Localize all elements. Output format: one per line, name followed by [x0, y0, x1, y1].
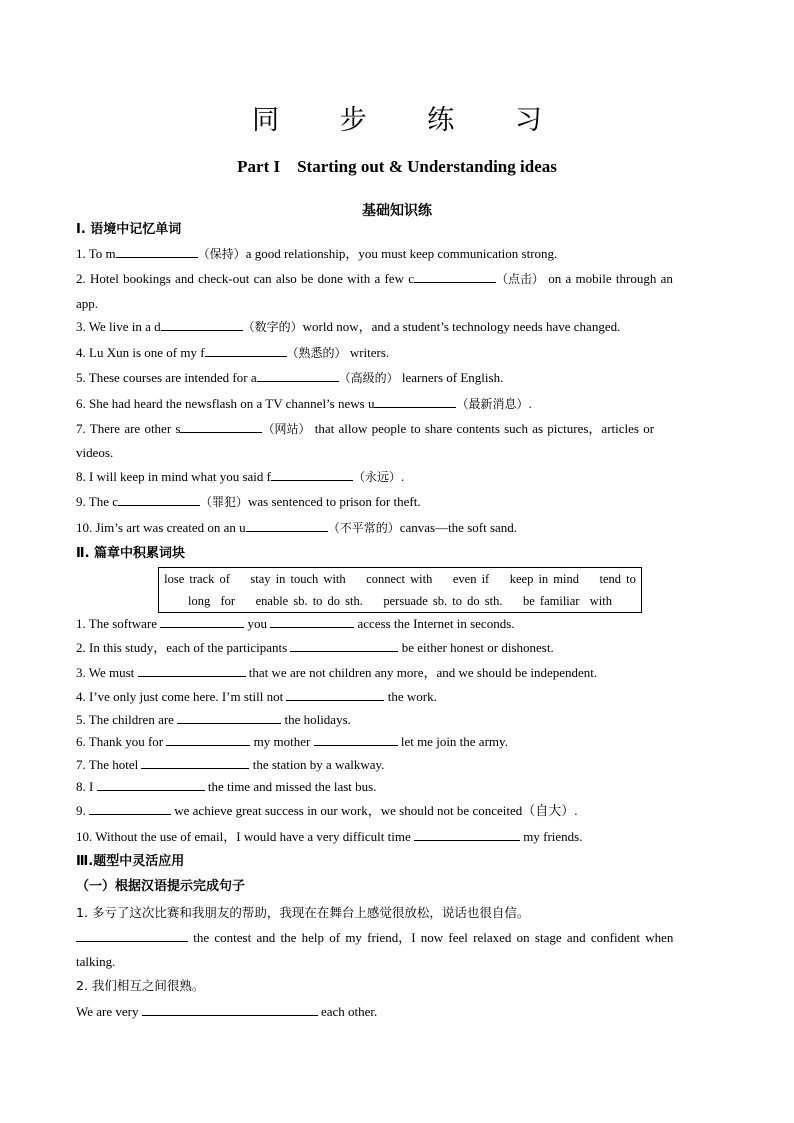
answer-blank[interactable]: [286, 688, 384, 701]
s1-item-2: 2. Hotel bookings and check-out can also be done with a few c （点击） on a mobile through an: [76, 271, 673, 286]
answer-blank[interactable]: [271, 468, 353, 481]
s3-q1-english: the contest and the help of my friend，I now feel relaxed on stage and confident when: [76, 928, 718, 948]
s2-item-1: 1. The software you access the Internet in seconds.: [76, 616, 515, 631]
s3-q1-chinese: 1. 多亏了这次比赛和我朋友的帮助，我现在在舞台上感觉很放松，说话也很自信。: [76, 905, 530, 920]
answer-blank[interactable]: [89, 802, 171, 815]
s3-q2-chinese: 2. 我们相互之间很熟。: [76, 978, 205, 993]
answer-blank[interactable]: [314, 733, 398, 746]
section3-heading: Ⅲ.题型中灵活应用: [76, 854, 185, 869]
answer-blank[interactable]: [116, 245, 198, 258]
s2-item-2: 2. In this study，each of the participants be either honest or dishonest.: [76, 640, 554, 655]
s1-item-4: 4. Lu Xun is one of my f （熟悉的） writers.: [76, 345, 390, 360]
section1-heading: Ⅰ. 语境中记忆单词: [76, 222, 182, 237]
s2-item-4: 4. I’ve only just come here. I’m still not the work.: [76, 689, 437, 704]
answer-blank[interactable]: [270, 615, 354, 628]
answer-blank[interactable]: [142, 1003, 318, 1016]
page-title: 同 步 练 习: [252, 105, 568, 136]
s1-item-3: 3. We live in a d （数字的）world now，and a student’s technology needs have changed.: [76, 319, 621, 334]
answer-blank[interactable]: [166, 733, 250, 746]
answer-blank[interactable]: [76, 929, 188, 942]
answer-blank[interactable]: [246, 519, 328, 532]
section-subtitle: 基础知识练: [362, 203, 432, 219]
answer-blank[interactable]: [161, 318, 243, 331]
answer-blank[interactable]: [414, 270, 496, 283]
s2-item-10: 10. Without the use of email，I would have a very difficult time my friends.: [76, 829, 583, 844]
word-bank-box: [158, 567, 642, 613]
s1-item-7-cont: videos.: [76, 445, 114, 460]
s2-item-7: 7. The hotel the station by a walkway.: [76, 757, 385, 772]
answer-blank[interactable]: [138, 664, 246, 677]
section3-subheading: （一）根据汉语提示完成句子: [76, 879, 246, 894]
answer-blank[interactable]: [374, 395, 456, 408]
s2-item-6: 6. Thank you for my mother let me join the army.: [76, 734, 508, 749]
s1-item-7: 7. There are other s （网站） that allow people to share contents such as pictures，articles or: [76, 421, 655, 436]
s1-item-5: 5. These courses are intended for a （高级的） learners of English.: [76, 370, 504, 385]
s3-q1-cont: talking.: [76, 954, 116, 969]
s1-item-1: 1. To m （保持）a good relationship，you must keep communication strong.: [76, 246, 558, 261]
s2-item-5: 5. The children are the holidays.: [76, 712, 351, 727]
s2-item-3: 3. We must that we are not children any more，and we should be independent.: [76, 665, 598, 680]
answer-blank[interactable]: [290, 639, 398, 652]
s1-item-6: 6. She had heard the newsflash on a TV channel’s news u （最新消息）.: [76, 396, 532, 411]
answer-blank[interactable]: [414, 828, 520, 841]
answer-blank[interactable]: [180, 420, 262, 433]
answer-blank[interactable]: [205, 344, 287, 357]
s2-item-9: 9. we achieve great success in our work，we should not be conceited（自大）.: [76, 803, 578, 818]
answer-blank[interactable]: [141, 756, 249, 769]
s1-item-2-cont: app.: [76, 296, 99, 311]
word-bank-row-2: long for enable sb. to do sth. persuade sb. to do sth. be familiar with: [188, 594, 612, 608]
part-title: Part I Starting out & Understanding ideas: [237, 157, 557, 176]
word-bank-row-1: lose track of stay in touch with connect with even if keep in mind tend to: [164, 572, 636, 586]
answer-blank[interactable]: [177, 711, 281, 724]
s3-q2-english: We are very each other.: [76, 1004, 378, 1019]
section2-heading: Ⅱ. 篇章中积累词块: [76, 546, 186, 561]
answer-blank[interactable]: [97, 778, 205, 791]
s1-item-10: 10. Jim’s art was created on an u （不平常的）canvas—the soft sand.: [76, 520, 518, 535]
answer-blank[interactable]: [118, 493, 200, 506]
answer-blank[interactable]: [257, 369, 339, 382]
answer-blank[interactable]: [160, 615, 244, 628]
s1-item-9: 9. The c （罪犯）was sentenced to prison for theft.: [76, 494, 421, 509]
s2-item-8: 8. I the time and missed the last bus.: [76, 779, 377, 794]
s1-item-8: 8. I will keep in mind what you said f （永远）.: [76, 469, 405, 484]
